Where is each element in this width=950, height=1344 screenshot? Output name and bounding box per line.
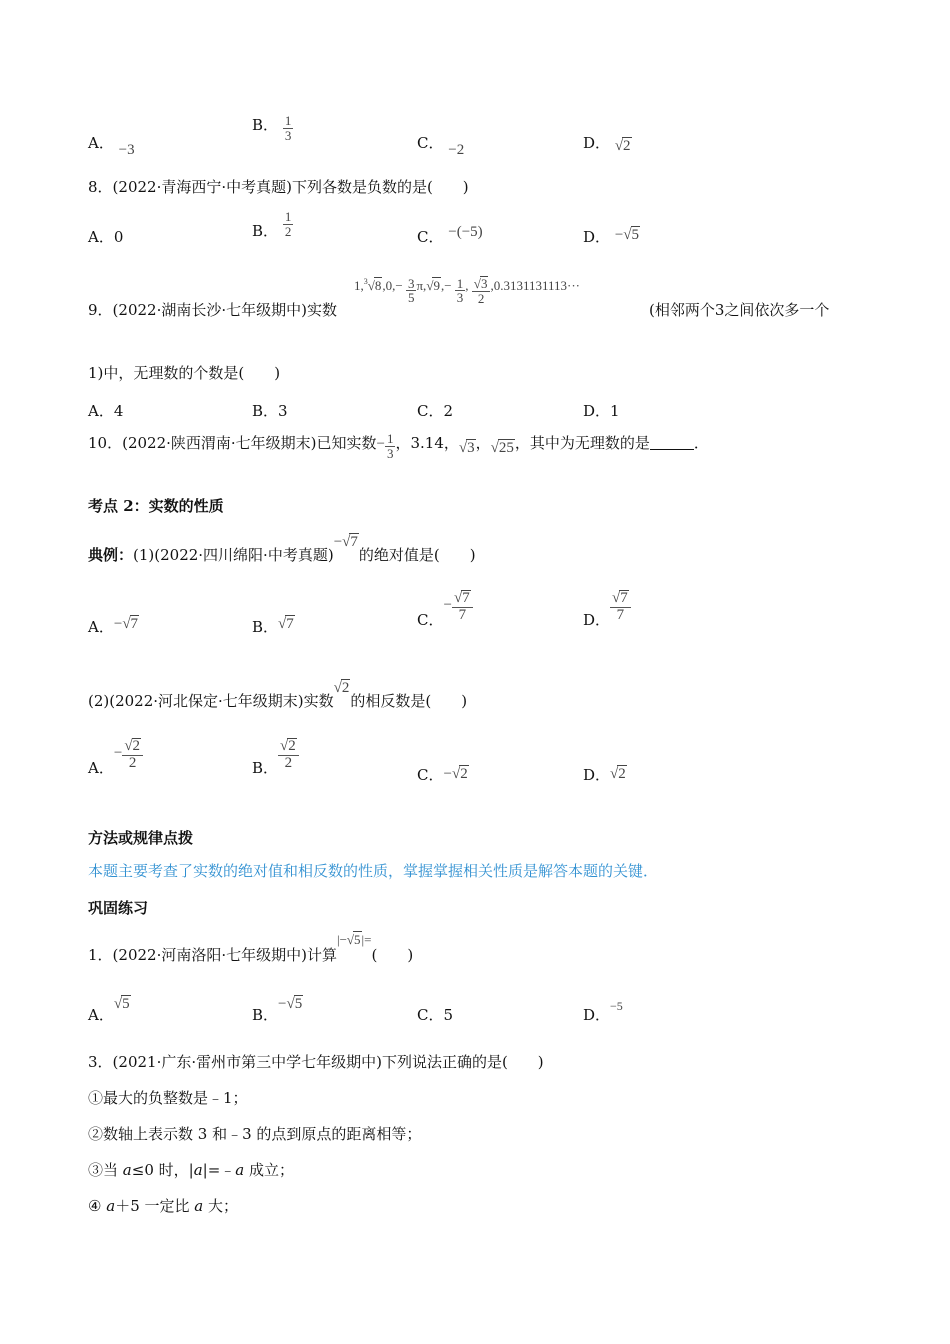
option-label: C． — [417, 610, 444, 629]
option-value: −2 — [448, 142, 465, 158]
option-value: −5 — [610, 999, 623, 1013]
q7-option-a — [88, 132, 135, 158]
practice-q1-option-d — [583, 999, 623, 1025]
radicand: 2 — [341, 680, 350, 696]
statement-3 — [88, 1160, 294, 1180]
example1-option-c — [417, 590, 473, 629]
minus-sign: − — [376, 436, 385, 453]
variable: a — [106, 1197, 116, 1215]
radicand: 9 — [433, 277, 440, 293]
option-value: 4 — [113, 402, 124, 420]
numerator: 1 — [456, 275, 464, 291]
q8-option-b — [252, 209, 293, 241]
q8-option-a — [88, 226, 123, 247]
numerator: 1 — [284, 209, 292, 224]
radicand: 5 — [631, 227, 640, 243]
repeating-decimal: ,0.3131131113··· — [490, 277, 580, 293]
practice-q1-option-b: B．−√5 — [252, 996, 303, 1024]
radicand: 8 — [374, 277, 382, 293]
fraction — [283, 114, 294, 142]
radicand: 2 — [623, 138, 631, 154]
option-value: −(−5) — [448, 224, 483, 240]
minus-sign: − — [614, 227, 624, 243]
option-label: B． — [252, 222, 279, 241]
option-label: D． — [583, 1006, 611, 1024]
practice-q1-option-a: A．√5 — [88, 996, 130, 1024]
option-value: 0 — [113, 228, 124, 246]
option-label: D． — [583, 610, 611, 629]
stem-text: (2)(2022·河北保定·七年级期末)实数 — [88, 692, 334, 710]
q8-option-d — [583, 226, 640, 247]
option-value: 1 — [610, 402, 620, 420]
radicand: 7 — [462, 590, 470, 606]
radicand: 7 — [620, 590, 628, 606]
statement-mark: ② — [88, 1125, 104, 1143]
option-value: 3 — [278, 402, 288, 420]
statement-text: ≤0 时，| — [131, 1161, 194, 1179]
stem-text: 的绝对值是( ) — [358, 546, 476, 564]
example1-option-b: B．√7 — [252, 616, 294, 636]
option-label: A． — [88, 228, 114, 246]
statement-text: 大； — [203, 1197, 239, 1215]
denominator: 2 — [284, 754, 293, 771]
stem-text: ( ) — [371, 946, 414, 964]
q9-option-d — [583, 400, 620, 421]
fraction: $\frac{√3}{2}$ — [472, 276, 491, 305]
option-label: B． — [252, 116, 279, 135]
practice-title: 巩固练习 — [88, 899, 149, 917]
example2-option-b — [252, 738, 299, 777]
fraction: $\frac{√2}{2}$ — [278, 738, 299, 772]
stem-text: (1)(2022·四川绵阳·中考真题) — [133, 546, 334, 564]
statement-text: 当 — [103, 1161, 123, 1179]
statement-mark: ④ — [88, 1197, 102, 1215]
option-label: D． — [583, 134, 611, 152]
option-label: C． — [417, 228, 444, 246]
stem-text: 的相反数是( ) — [350, 692, 468, 710]
practice-q1-stem: 1．(2022·河南洛阳·七年级期中)计算|−√5|=( ) — [88, 932, 414, 964]
radicand: 5 — [122, 996, 130, 1012]
variable: a — [193, 1161, 203, 1179]
q9-option-c — [417, 400, 453, 421]
example-label: 典例： — [88, 546, 134, 564]
option-label: A． — [88, 134, 114, 152]
option-label: A． — [88, 758, 114, 777]
q9-number-list: 1,$^3$√8,0,− $\frac{3}{5}$ π,√9,− $\frac{1}{3}$ , $\frac{√3}{2}$ ,0.3131131113··· — [354, 275, 580, 306]
q9-option-b — [252, 400, 288, 421]
q9-stem-prefix: 9．(2022·湖南长沙·七年级期中)实数 — [88, 301, 337, 319]
abs-open: |− — [336, 932, 347, 947]
option-value: 2 — [443, 402, 454, 420]
minus-sign: − — [278, 996, 287, 1012]
radicand: 25 — [498, 440, 514, 457]
option-label: B． — [252, 758, 279, 777]
statement-mark: ③ — [88, 1161, 104, 1179]
denominator: 2 — [284, 223, 292, 239]
numerator: 1 — [386, 431, 394, 446]
pi-term: π, — [416, 277, 427, 293]
q9-stem-suffix: (相邻两个3之间依次多一个 — [649, 301, 830, 319]
separator: , — [465, 277, 469, 293]
q7-option-d — [583, 132, 632, 153]
option-label: A． — [88, 402, 114, 420]
option-label: C． — [417, 766, 444, 784]
statement-text: 成立； — [244, 1161, 294, 1179]
statement-text: ＋5 一定比 — [115, 1197, 195, 1215]
radicand: 7 — [130, 616, 139, 632]
statement-text: 最大的负整数是﹣1； — [103, 1089, 248, 1107]
example1-option-a: A．−√7 — [88, 616, 139, 636]
abs-close: |= — [361, 932, 372, 947]
stem-text: ． — [693, 434, 709, 453]
statement-text: |=﹣ — [202, 1161, 236, 1179]
separator: ,− — [440, 277, 452, 293]
option-value: −3 — [118, 142, 135, 158]
answer-blank[interactable] — [650, 435, 694, 450]
option-label: B． — [252, 618, 279, 636]
minus-sign: − — [113, 616, 123, 632]
example-part1-stem — [88, 530, 476, 564]
minus-sign: − — [443, 596, 452, 613]
stem-text: ， — [475, 434, 491, 453]
option-label: C． — [417, 1006, 444, 1024]
option-label: D． — [583, 402, 611, 420]
option-label: C． — [417, 402, 444, 420]
q8-option-c — [417, 226, 483, 247]
minus-sign: − — [113, 744, 123, 761]
option-label: B． — [252, 1006, 279, 1024]
radicand: 3 — [480, 276, 488, 291]
minus-sign: − — [333, 534, 343, 550]
denominator: 3 — [456, 290, 464, 306]
radicand: 2 — [618, 766, 626, 782]
radicand: 2 — [288, 738, 296, 754]
example-part2-stem: (2)(2022·河北保定·七年级期末)实数√2的相反数是( ) — [88, 680, 468, 710]
stem-text: ，3.14， — [395, 434, 459, 453]
number-1: 1, — [354, 277, 364, 293]
sqrt-expression: −√5 — [614, 227, 640, 243]
option-label: C． — [417, 134, 444, 152]
stem-text: 10．(2022·陕西渭南·七年级期末)已知实数 — [88, 434, 377, 453]
denominator: 7 — [458, 606, 467, 623]
fraction — [455, 275, 469, 306]
fraction: $\frac{√7}{7}$ — [610, 590, 631, 624]
sqrt-expression: −√7 — [333, 534, 358, 550]
stem-text: 1．(2022·河南洛阳·七年级期中)计算 — [88, 946, 337, 964]
stem-text: ，其中为无理数的是 — [514, 434, 650, 453]
fraction — [385, 432, 396, 460]
option-label: B． — [252, 402, 279, 420]
numerator: 3 — [407, 275, 415, 291]
variable: a — [235, 1161, 245, 1179]
statement-1 — [88, 1088, 248, 1108]
denominator: 2 — [477, 290, 485, 306]
minus-sign: − — [443, 766, 452, 782]
q9-option-a — [88, 400, 123, 421]
fraction: $\frac{√2}{2}$ — [122, 738, 143, 772]
method-text: 本题主要考查了实数的绝对值和相反数的性质，掌握掌握相关性质是解答本题的关键． — [88, 862, 659, 880]
fraction — [283, 210, 294, 238]
radicand: 5 — [294, 996, 303, 1012]
q7-option-c — [417, 132, 465, 158]
q9-stem-line2: 1)中，无理数的个数是( ) — [88, 364, 281, 382]
variable: a — [122, 1161, 132, 1179]
statement-2 — [88, 1124, 421, 1144]
practice-q1-option-c — [417, 1004, 453, 1025]
statement-text: 数轴上表示数 3 和﹣3 的点到原点的距离相等； — [103, 1125, 422, 1143]
sqrt-expression: √2 — [614, 138, 631, 154]
variable: a — [194, 1197, 204, 1215]
radicand: 7 — [286, 616, 294, 632]
example1-option-d — [583, 590, 631, 629]
denominator: 3 — [284, 127, 292, 143]
radicand: 5 — [354, 932, 361, 947]
radicand: 2 — [132, 738, 141, 754]
option-value: 5 — [443, 1006, 454, 1024]
denominator: 5 — [407, 290, 415, 306]
section-title: 考点 2：实数的性质 — [88, 497, 224, 515]
root-index: 3 — [363, 277, 368, 287]
practice-q3-stem: 3．(2021·广东·雷州市第三中学七年级期中)下列说法正确的是( ) — [88, 1053, 544, 1071]
statement-mark: ① — [88, 1089, 104, 1107]
separator: ,0,− — [382, 277, 403, 293]
fraction: $\frac{√7}{7}$ — [452, 590, 473, 624]
example2-option-a — [88, 738, 143, 777]
radicand: 7 — [350, 534, 358, 550]
q7-option-b — [252, 114, 293, 142]
q10-stem: 10．(2022·陕西渭南·七年级期末)已知实数− $\frac{1}{3}$ ，3.14，√3，√25，其中为无理数的是 ． — [88, 431, 709, 461]
radicand: 3 — [467, 440, 475, 457]
denominator: 7 — [616, 606, 625, 623]
fraction — [406, 277, 417, 305]
option-label: A． — [88, 1006, 114, 1024]
option-label: A． — [88, 618, 114, 636]
option-label: D． — [583, 228, 611, 246]
example2-option-d: D．√2 — [583, 766, 626, 784]
radicand: 2 — [460, 766, 468, 782]
q8-stem: 8．(2022·青海西宁·中考真题)下列各数是负数的是( ) — [88, 178, 469, 196]
denominator: 3 — [386, 445, 394, 461]
numerator: 1 — [284, 113, 292, 128]
example2-option-c: C．−√2 — [417, 766, 468, 784]
denominator: 2 — [128, 754, 137, 771]
method-title: 方法或规律点拨 — [88, 829, 194, 847]
statement-4 — [88, 1196, 238, 1216]
option-label: D． — [583, 766, 611, 784]
